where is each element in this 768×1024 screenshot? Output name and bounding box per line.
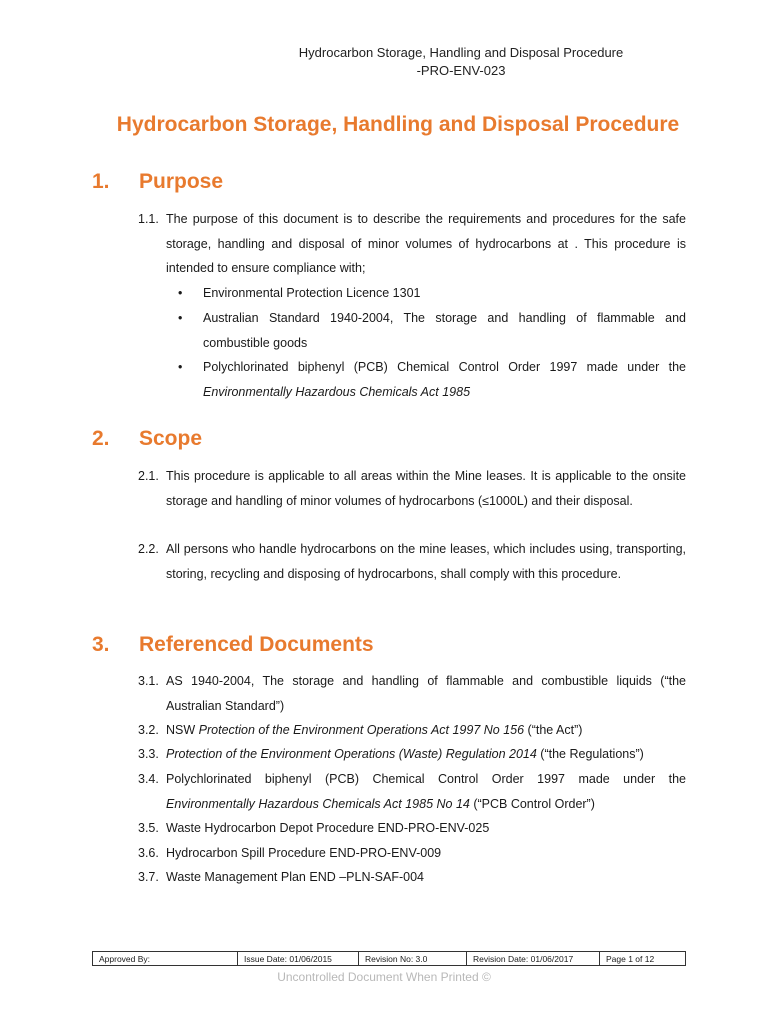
reference-item: [138, 767, 686, 816]
reference-item: [138, 669, 686, 718]
act-title: Protection of the Environment Operations Act 1997 No 156: [198, 723, 525, 737]
item-number: 3.5.: [138, 821, 159, 835]
item-number: 2.1.: [138, 469, 159, 483]
item-text: Waste Hydrocarbon Depot Procedure END-PRO-ENV-025: [166, 821, 490, 835]
bullet-icon: •: [178, 360, 183, 374]
item-text-prefix: Polychlorinated biphenyl (PCB) Chemical Control Order 1997 made under the: [166, 772, 686, 786]
paragraph-2-2: [138, 537, 686, 586]
page-number-cell: Page 1 of 12: [600, 952, 686, 966]
section-number: 1.: [92, 170, 110, 193]
bullet-item: [178, 355, 686, 404]
section-heading-purpose: [92, 170, 223, 194]
revision-no-cell: Revision No: 3.0: [359, 952, 467, 966]
regulation-title: Protection of the Environment Operations (Waste) Regulation 2014: [166, 747, 537, 761]
item-number: 3.2.: [138, 723, 159, 737]
section-number: 2.: [92, 427, 110, 450]
bullet-icon: •: [178, 311, 183, 325]
section-heading-referenced-documents: [92, 633, 374, 657]
bullet-icon: •: [178, 286, 183, 300]
revision-date-cell: Revision Date: 01/06/2017: [467, 952, 600, 966]
act-title: Environmentally Hazardous Chemicals Act 1985 No 14: [166, 796, 470, 811]
bullet-text: Polychlorinated biphenyl (PCB) Chemical Control Order 1997 made under the: [203, 360, 686, 374]
paragraph-2-1: [138, 464, 686, 513]
item-text: All persons who handle hydrocarbons on the mine leases, which includes using, transporting, storing, recycling and disposing of hydrocarbons, shall comply with this procedure.: [166, 542, 686, 581]
item-text: The purpose of this document is to describe the requirements and procedures for the safe storage, handling and disposal of minor volumes of hydrocarbons at . This procedure is intended to ensure compliance with;: [166, 212, 686, 275]
item-number: 3.4.: [138, 772, 159, 786]
item-text: Hydrocarbon Spill Procedure END-PRO-ENV-009: [166, 846, 442, 860]
running-header: [0, 44, 768, 80]
item-text-suffix: (“PCB Control Order”): [469, 796, 595, 811]
uncontrolled-notice: Uncontrolled Document When Printed ©: [277, 970, 491, 984]
document-title: Hydrocarbon Storage, Handling and Disposal Procedure: [116, 113, 680, 136]
item-number: 3.3.: [138, 747, 159, 761]
header-line-1: Hydrocarbon Storage, Handling and Disposal Procedure: [298, 45, 624, 60]
section-heading-scope: [92, 427, 202, 451]
paragraph-1-1: [138, 207, 686, 281]
approved-by-cell: Approved By:: [93, 952, 238, 966]
reference-item: [138, 718, 686, 743]
bullet-item: [178, 281, 686, 306]
section-number: 3.: [92, 633, 110, 656]
header-line-2: -PRO-ENV-023: [416, 63, 506, 78]
section-title: Scope: [139, 427, 203, 450]
bullet-text: Environmental Protection Licence 1301: [203, 286, 421, 300]
reference-item: [138, 742, 686, 767]
item-text-suffix: (“the Regulations”): [536, 747, 644, 761]
bullet-text: Australian Standard 1940-2004, The storage and handling of flammable and combustible goods: [203, 311, 686, 350]
item-text: Waste Management Plan END –PLN-SAF-004: [166, 870, 424, 884]
item-number: 3.1.: [138, 674, 159, 688]
reference-item: [138, 816, 686, 841]
section-title: Referenced Documents: [139, 633, 374, 656]
item-text-suffix: (“the Act”): [524, 723, 583, 737]
reference-item: [138, 865, 686, 890]
item-text: This procedure is applicable to all areas within the Mine leases. It is applicable to the onsite storage and handling of minor volumes of hydrocarbons (≤1000L) and their disposal.: [166, 469, 686, 508]
item-number: 3.7.: [138, 870, 159, 884]
document-control-table: [92, 951, 686, 966]
item-number: 3.6.: [138, 846, 159, 860]
bullet-item: [178, 306, 686, 355]
item-number: 2.2.: [138, 542, 159, 556]
reference-item: [138, 841, 686, 866]
item-number: 1.1.: [138, 212, 159, 226]
item-text-prefix: NSW: [166, 723, 199, 737]
section-title: Purpose: [139, 170, 224, 193]
table-row: [93, 952, 686, 966]
act-title: Environmentally Hazardous Chemicals Act 1985: [203, 384, 471, 399]
item-text: AS 1940-2004, The storage and handling of flammable and combustible liquids (“the Australian Standard”): [166, 674, 686, 713]
issue-date-cell: Issue Date: 01/06/2015: [238, 952, 359, 966]
